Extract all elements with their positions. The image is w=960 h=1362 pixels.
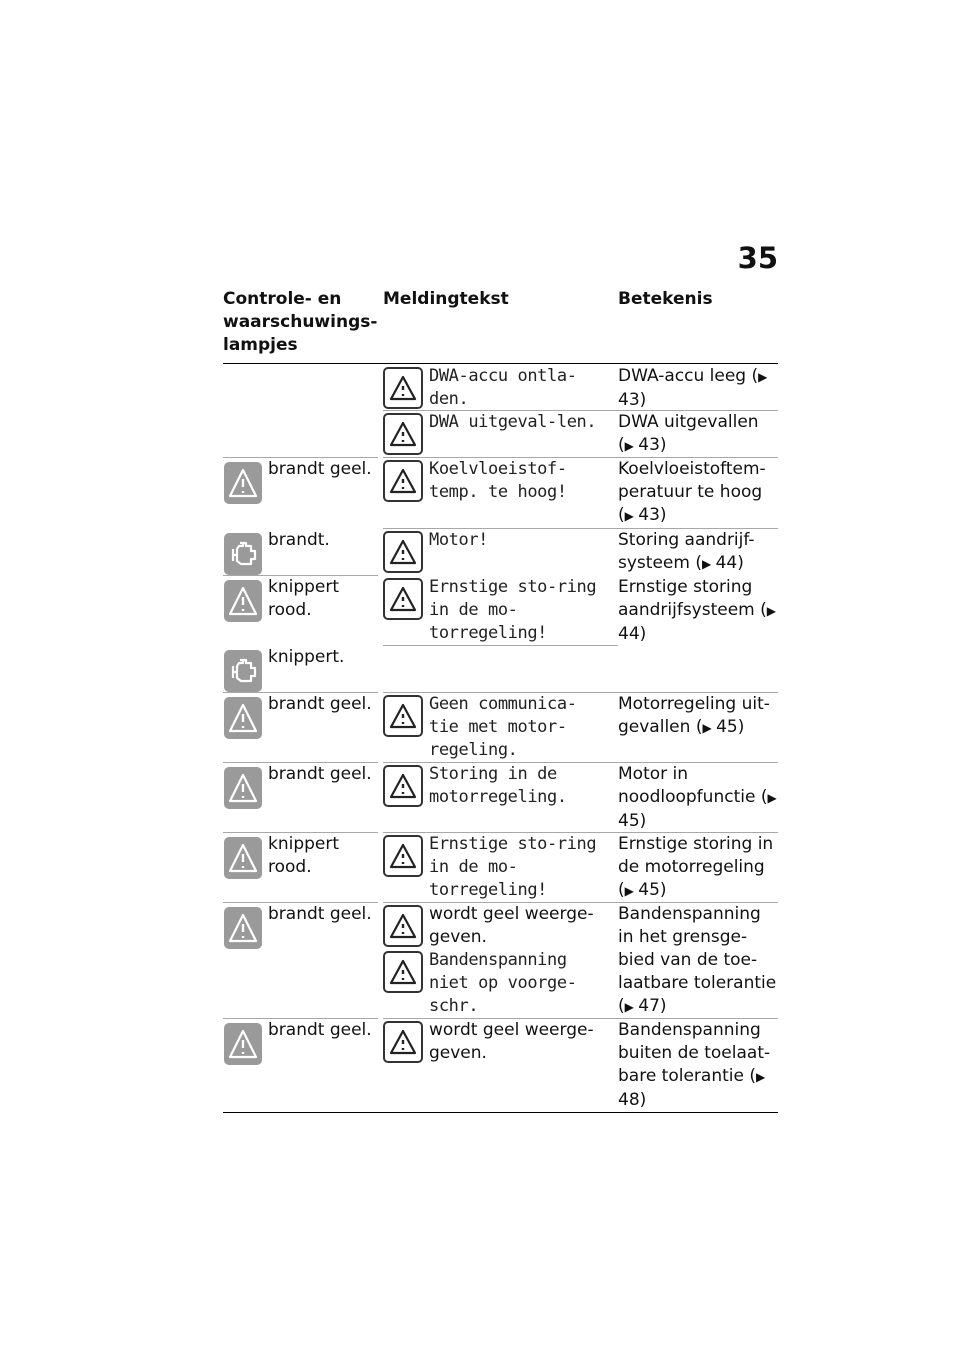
message-text: Bandenspanning niet op voorge-schr.	[429, 950, 577, 1016]
page-reference[interactable]: (▶ 45)	[618, 787, 776, 831]
reference-page-number: 45	[632, 880, 660, 900]
warning-triangle-icon	[224, 767, 262, 809]
meaning-cell	[618, 903, 778, 1019]
warning-triangle-icon	[383, 951, 423, 993]
page-reference[interactable]: (▶ 44)	[689, 553, 744, 573]
engine-icon	[224, 533, 262, 575]
page-reference[interactable]: (▶ 43)	[618, 505, 667, 525]
lamp-state-text: knippert.	[268, 647, 345, 667]
page-reference[interactable]: (▶ 43)	[618, 366, 767, 410]
meaning-text: Storing aandrijf-systeem	[618, 530, 755, 573]
page-reference[interactable]: (▶ 48)	[618, 1066, 765, 1110]
lamp-state-text: brandt geel.	[268, 694, 372, 714]
page-number: 35	[737, 241, 778, 275]
meaning-cell	[618, 529, 778, 576]
warning-triangle-icon	[383, 531, 423, 573]
reference-page-number: 45	[618, 811, 640, 831]
header-lamp	[223, 288, 378, 357]
warning-triangle-icon	[383, 695, 423, 737]
message-text: Ernstige sto-ring in de mo-torregeling!	[429, 577, 597, 643]
message-text: Koelvloeistof-temp. te hoog!	[429, 459, 567, 502]
reference-page-number: 43	[632, 505, 660, 525]
message-text: Geen communica-tie met motor-regeling.	[429, 694, 577, 760]
lamp-state-text: brandt geel.	[268, 459, 372, 479]
message-text: Ernstige sto-ring in de mo-torregeling!	[429, 834, 597, 900]
message-text: Motor!	[429, 530, 489, 550]
page-reference[interactable]: (▶ 43)	[618, 435, 667, 455]
reference-arrow-icon: ▶	[702, 721, 711, 735]
reference-page-number: 43	[618, 390, 640, 410]
meaning-text: Motor in noodloopfunctie	[618, 764, 756, 807]
reference-arrow-icon: ▶	[756, 1070, 765, 1084]
warning-triangle-icon	[383, 765, 423, 807]
page-reference[interactable]: (▶ 45)	[690, 717, 745, 737]
message-text: wordt geel weerge-geven.	[429, 904, 594, 947]
warning-triangle-icon	[383, 413, 423, 455]
page-reference[interactable]: (▶ 44)	[618, 600, 776, 644]
page-reference[interactable]: (▶ 47)	[618, 996, 667, 1016]
engine-icon	[224, 650, 262, 692]
meaning-text: Ernstige storing aandrijfsysteem	[618, 577, 755, 620]
lamp-state-text: brandt geel.	[268, 764, 372, 784]
reference-arrow-icon: ▶	[624, 884, 633, 898]
reference-arrow-icon: ▶	[767, 791, 776, 805]
warning-triangle-icon	[224, 462, 262, 504]
warning-triangle-icon	[383, 578, 423, 620]
message-text: wordt geel weerge-geven.	[429, 1020, 594, 1063]
table-bottom-rule	[223, 1112, 778, 1113]
warning-triangle-icon	[224, 580, 262, 622]
reference-arrow-icon: ▶	[624, 509, 633, 523]
meaning-text: DWA-accu leeg	[618, 366, 747, 386]
row-rule-message	[383, 645, 618, 646]
reference-page-number: 44	[710, 553, 738, 573]
warning-triangle-icon	[224, 907, 262, 949]
reference-arrow-icon: ▶	[624, 1000, 633, 1014]
message-text: DWA-accu ontla-den.	[429, 366, 577, 409]
reference-arrow-icon: ▶	[701, 557, 711, 571]
lamp-state-text: brandt geel.	[268, 1020, 372, 1040]
meaning-text: Bandenspanning in het grensge-bied van de toe-laatbare tolerantie	[618, 904, 777, 993]
meaning-cell	[618, 693, 778, 740]
meaning-cell	[618, 458, 778, 528]
header-meaning: Betekenis	[618, 289, 713, 309]
page-reference[interactable]: (▶ 45)	[618, 880, 667, 900]
meaning-text: Ernstige storing in de motorregeling	[618, 834, 774, 877]
meaning-cell	[618, 833, 778, 903]
lamp-state-text: brandt geel.	[268, 904, 372, 924]
reference-page-number: 45	[710, 717, 738, 737]
warning-triangle-icon	[383, 460, 423, 502]
header-message: Meldingtekst	[383, 289, 509, 309]
meaning-cell	[618, 763, 778, 833]
reference-page-number: 47	[632, 996, 660, 1016]
reference-arrow-icon: ▶	[624, 439, 633, 453]
meaning-cell	[618, 365, 778, 412]
meaning-cell	[618, 576, 778, 646]
warning-triangle-icon	[383, 1021, 423, 1063]
meaning-cell	[618, 1019, 778, 1112]
warning-triangle-icon	[224, 1023, 262, 1065]
warning-triangle-icon	[383, 905, 423, 947]
meaning-text: Bandenspanning buiten de toelaat-bare tolerantie	[618, 1020, 771, 1086]
reference-arrow-icon: ▶	[766, 604, 776, 618]
lamp-state-text: knippert rood.	[268, 834, 340, 877]
message-text: Storing in de motorregeling.	[429, 764, 567, 807]
lamp-state-text: brandt.	[268, 530, 330, 550]
message-text: DWA uitgeval-len.	[429, 412, 597, 432]
meaning-text: DWA uitgevallen	[618, 412, 759, 432]
reference-page-number: 43	[632, 435, 660, 455]
reference-arrow-icon: ▶	[758, 370, 767, 384]
reference-page-number: 48	[618, 1090, 640, 1110]
warning-triangle-icon	[224, 837, 262, 879]
warning-triangle-icon	[383, 367, 423, 409]
header-rule	[223, 363, 778, 364]
lamp-state-text: knippert rood.	[268, 577, 340, 620]
warning-triangle-icon	[224, 697, 262, 739]
reference-page-number: 44	[618, 624, 640, 644]
warning-triangle-icon	[383, 835, 423, 877]
meaning-text: Motorregeling uit-gevallen	[618, 694, 770, 737]
meaning-text: Koelvloeistoftem-peratuur te hoog	[618, 459, 766, 502]
meaning-cell	[618, 411, 778, 458]
header-lamp-text: Controle- en waarschuwings-lampjes	[223, 289, 378, 355]
